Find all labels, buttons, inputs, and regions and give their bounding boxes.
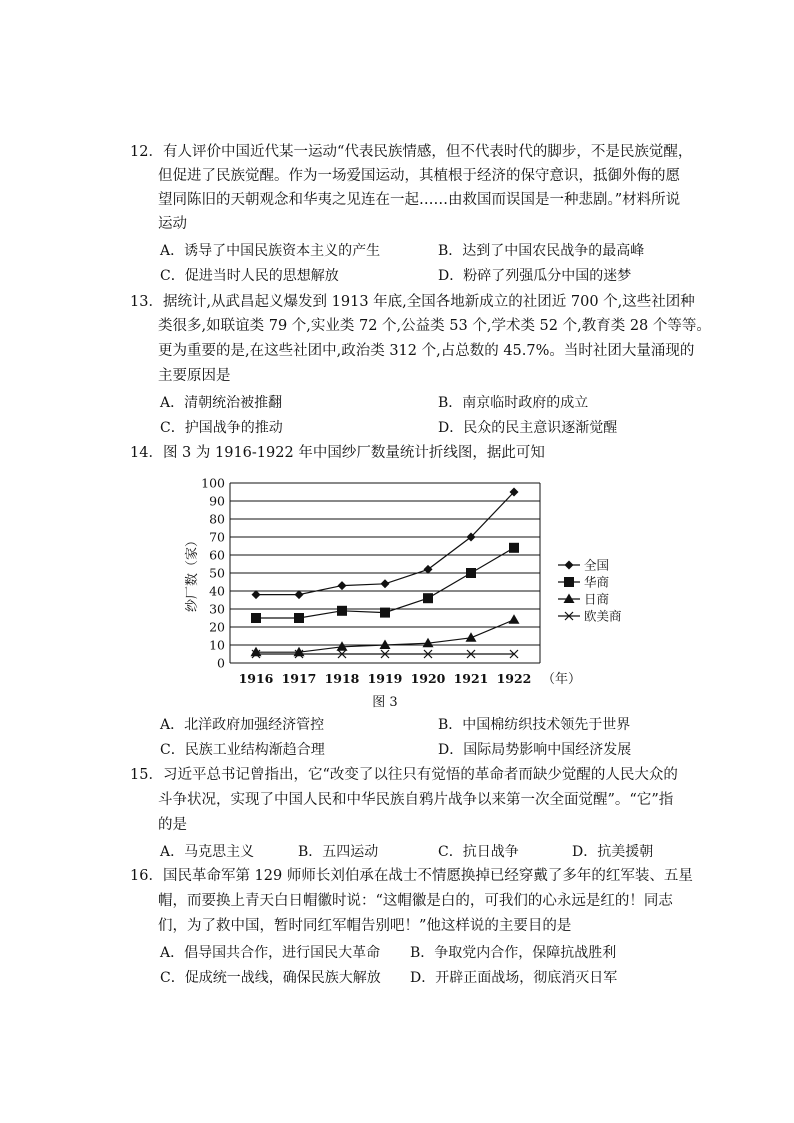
y-tick-label: 10 bbox=[209, 637, 225, 653]
q12-option-b: B．达到了中国农民战争的最高峰 bbox=[438, 243, 645, 259]
chart-x-unit-label: （年） bbox=[542, 672, 582, 687]
q16-line-2: 帽，而要换上青天白日帽徽时说：“这帽徽是白的，可我们的心永远是红的！同志 bbox=[158, 893, 673, 909]
data-point-square bbox=[466, 568, 476, 578]
series-全国 bbox=[252, 488, 519, 600]
q16-option-a: A．倡导国共合作，进行国民大革命 bbox=[160, 945, 381, 961]
data-point-diamond bbox=[381, 579, 390, 588]
q14-option-d: D．国际局势影响中国经济发展 bbox=[438, 742, 632, 758]
legend-label: 华商 bbox=[584, 574, 610, 590]
q16-line-1: 16．国民革命军第 129 师师长刘伯承在战士不情愿换掉已经穿戴了多年的红军装、五星 bbox=[130, 868, 693, 884]
data-point-diamond bbox=[565, 561, 574, 570]
chart-y-axis-label: 纱厂数（家） bbox=[185, 533, 200, 613]
y-tick-label: 100 bbox=[201, 475, 225, 491]
legend-label: 全国 bbox=[584, 557, 610, 573]
data-point-square bbox=[251, 613, 261, 623]
y-tick-label: 40 bbox=[209, 583, 225, 599]
data-point-triangle bbox=[564, 594, 575, 604]
legend-label: 日商 bbox=[584, 591, 610, 607]
legend-item bbox=[558, 592, 610, 607]
q15-line-1: 15．习近平总书记曾指出，它“改变了以往只有觉悟的革命者而缺少觉醒的人民大众的 bbox=[130, 767, 678, 783]
q15-line-2: 斗争状况，实现了中国人民和中华民族自鸦片战争以来第一次全面觉醒”。“它”指 bbox=[158, 792, 674, 808]
q15-option-a: A．马克思主义 bbox=[160, 844, 255, 860]
x-tick-label: 1916 bbox=[238, 671, 274, 686]
q12-option-a: A．诱导了中国民族资本主义的产生 bbox=[160, 243, 381, 259]
q14-option-b: B．中国棉纺织技术领先于世界 bbox=[438, 717, 631, 733]
chart-legend bbox=[558, 558, 622, 624]
q14-option-a: A．北洋政府加强经济管控 bbox=[160, 717, 325, 733]
q15-line-3: 的是 bbox=[158, 817, 187, 833]
chart-y-ticks bbox=[201, 476, 225, 671]
q16-line-3: 们，为了救中国，暂时同红军帽告别吧！”他这样说的主要目的是 bbox=[158, 918, 572, 934]
y-tick-label: 90 bbox=[209, 493, 225, 509]
chart-x-ticks bbox=[239, 671, 532, 686]
q16-option-b: B．争取党内合作，保障抗战胜利 bbox=[410, 945, 617, 961]
series-line bbox=[256, 492, 514, 595]
q16-option-c: C．促成统一战线，确保民族大解放 bbox=[160, 970, 381, 986]
x-tick-label: 1919 bbox=[367, 671, 403, 686]
data-point-square bbox=[564, 577, 574, 587]
data-point-square bbox=[380, 608, 390, 618]
data-point-diamond bbox=[338, 581, 347, 590]
y-tick-label: 0 bbox=[217, 655, 225, 671]
data-point-square bbox=[337, 606, 347, 616]
y-tick-label: 80 bbox=[209, 511, 225, 527]
q12-option-d: D．粉碎了列强瓜分中国的迷梦 bbox=[438, 268, 632, 284]
data-point-square bbox=[509, 543, 519, 553]
q15-option-c: C．抗日战争 bbox=[438, 844, 519, 860]
y-tick-label: 20 bbox=[209, 619, 225, 635]
legend-item bbox=[558, 575, 610, 590]
q12-line-1: 12．有人评价中国近代某一运动“代表民族情感，但不代表时代的脚步，不是民族觉醒， bbox=[130, 144, 693, 160]
y-tick-label: 60 bbox=[209, 547, 225, 563]
q12-line-3: 望同陈旧的天朝观念和华夷之见连在一起……由救国而误国是一种悲剧。”材料所说 bbox=[158, 192, 681, 208]
q13-option-b: B．南京临时政府的成立 bbox=[438, 395, 589, 411]
x-tick-label: 1920 bbox=[410, 671, 446, 686]
q12-line-4: 运动 bbox=[158, 216, 187, 232]
data-point-square bbox=[294, 613, 304, 623]
q13-option-d: D．民众的民主意识逐渐觉醒 bbox=[438, 420, 618, 436]
q12-line-2: 但促进了民族觉醒。作为一场爱国运动，其植根于经济的保守意识，抵御外侮的愿 bbox=[158, 168, 680, 184]
q14-line-1: 14．图 3 为 1916-1922 年中国纱厂数量统计折线图，据此可知 bbox=[130, 445, 545, 461]
legend-label: 欧美商 bbox=[584, 608, 622, 624]
y-tick-label: 50 bbox=[209, 565, 225, 581]
x-tick-label: 1921 bbox=[453, 671, 489, 686]
legend-item bbox=[558, 558, 609, 573]
q13-line-4: 主要原因是 bbox=[158, 368, 231, 384]
legend-item bbox=[558, 609, 622, 624]
data-point-triangle bbox=[509, 614, 520, 624]
x-tick-label: 1917 bbox=[281, 671, 317, 686]
spinning-mill-line-chart bbox=[180, 470, 640, 710]
x-tick-label: 1922 bbox=[496, 671, 532, 686]
y-tick-label: 30 bbox=[209, 601, 225, 617]
q13-line-1: 13．据统计,从武昌起义爆发到 1913 年底,全国各地新成立的社团近 700 个,这些社团种 bbox=[130, 294, 695, 310]
q16-option-d: D．开辟正面战场，彻底消灭日军 bbox=[410, 970, 618, 986]
q15-option-d: D．抗美援朝 bbox=[572, 844, 654, 860]
x-tick-label: 1918 bbox=[324, 671, 360, 686]
data-point-square bbox=[423, 593, 433, 603]
q13-line-3: 更为重要的是,在这些社团中,政治类 312 个,占总数的 45.7%。当时社团大量涌现的 bbox=[158, 343, 695, 359]
chart-caption: 图 3 bbox=[372, 695, 398, 710]
q13-option-a: A．清朝统治被推翻 bbox=[160, 395, 283, 411]
q14-option-c: C．民族工业结构渐趋合理 bbox=[160, 742, 325, 758]
series-日商 bbox=[251, 614, 520, 656]
data-point-triangle bbox=[466, 632, 477, 642]
q15-option-b: B．五四运动 bbox=[298, 844, 379, 860]
q13-line-2: 类很多,如联谊类 79 个,实业类 72 个,公益类 53 个,学术类 52 个,教育类 28 个等等。 bbox=[158, 318, 711, 334]
series-欧美商 bbox=[252, 650, 518, 658]
q12-option-c: C．促进当时人民的思想解放 bbox=[160, 268, 339, 284]
q13-option-c: C．护国战争的推动 bbox=[160, 420, 283, 436]
chart-grid bbox=[230, 483, 540, 663]
y-tick-label: 70 bbox=[209, 529, 225, 545]
